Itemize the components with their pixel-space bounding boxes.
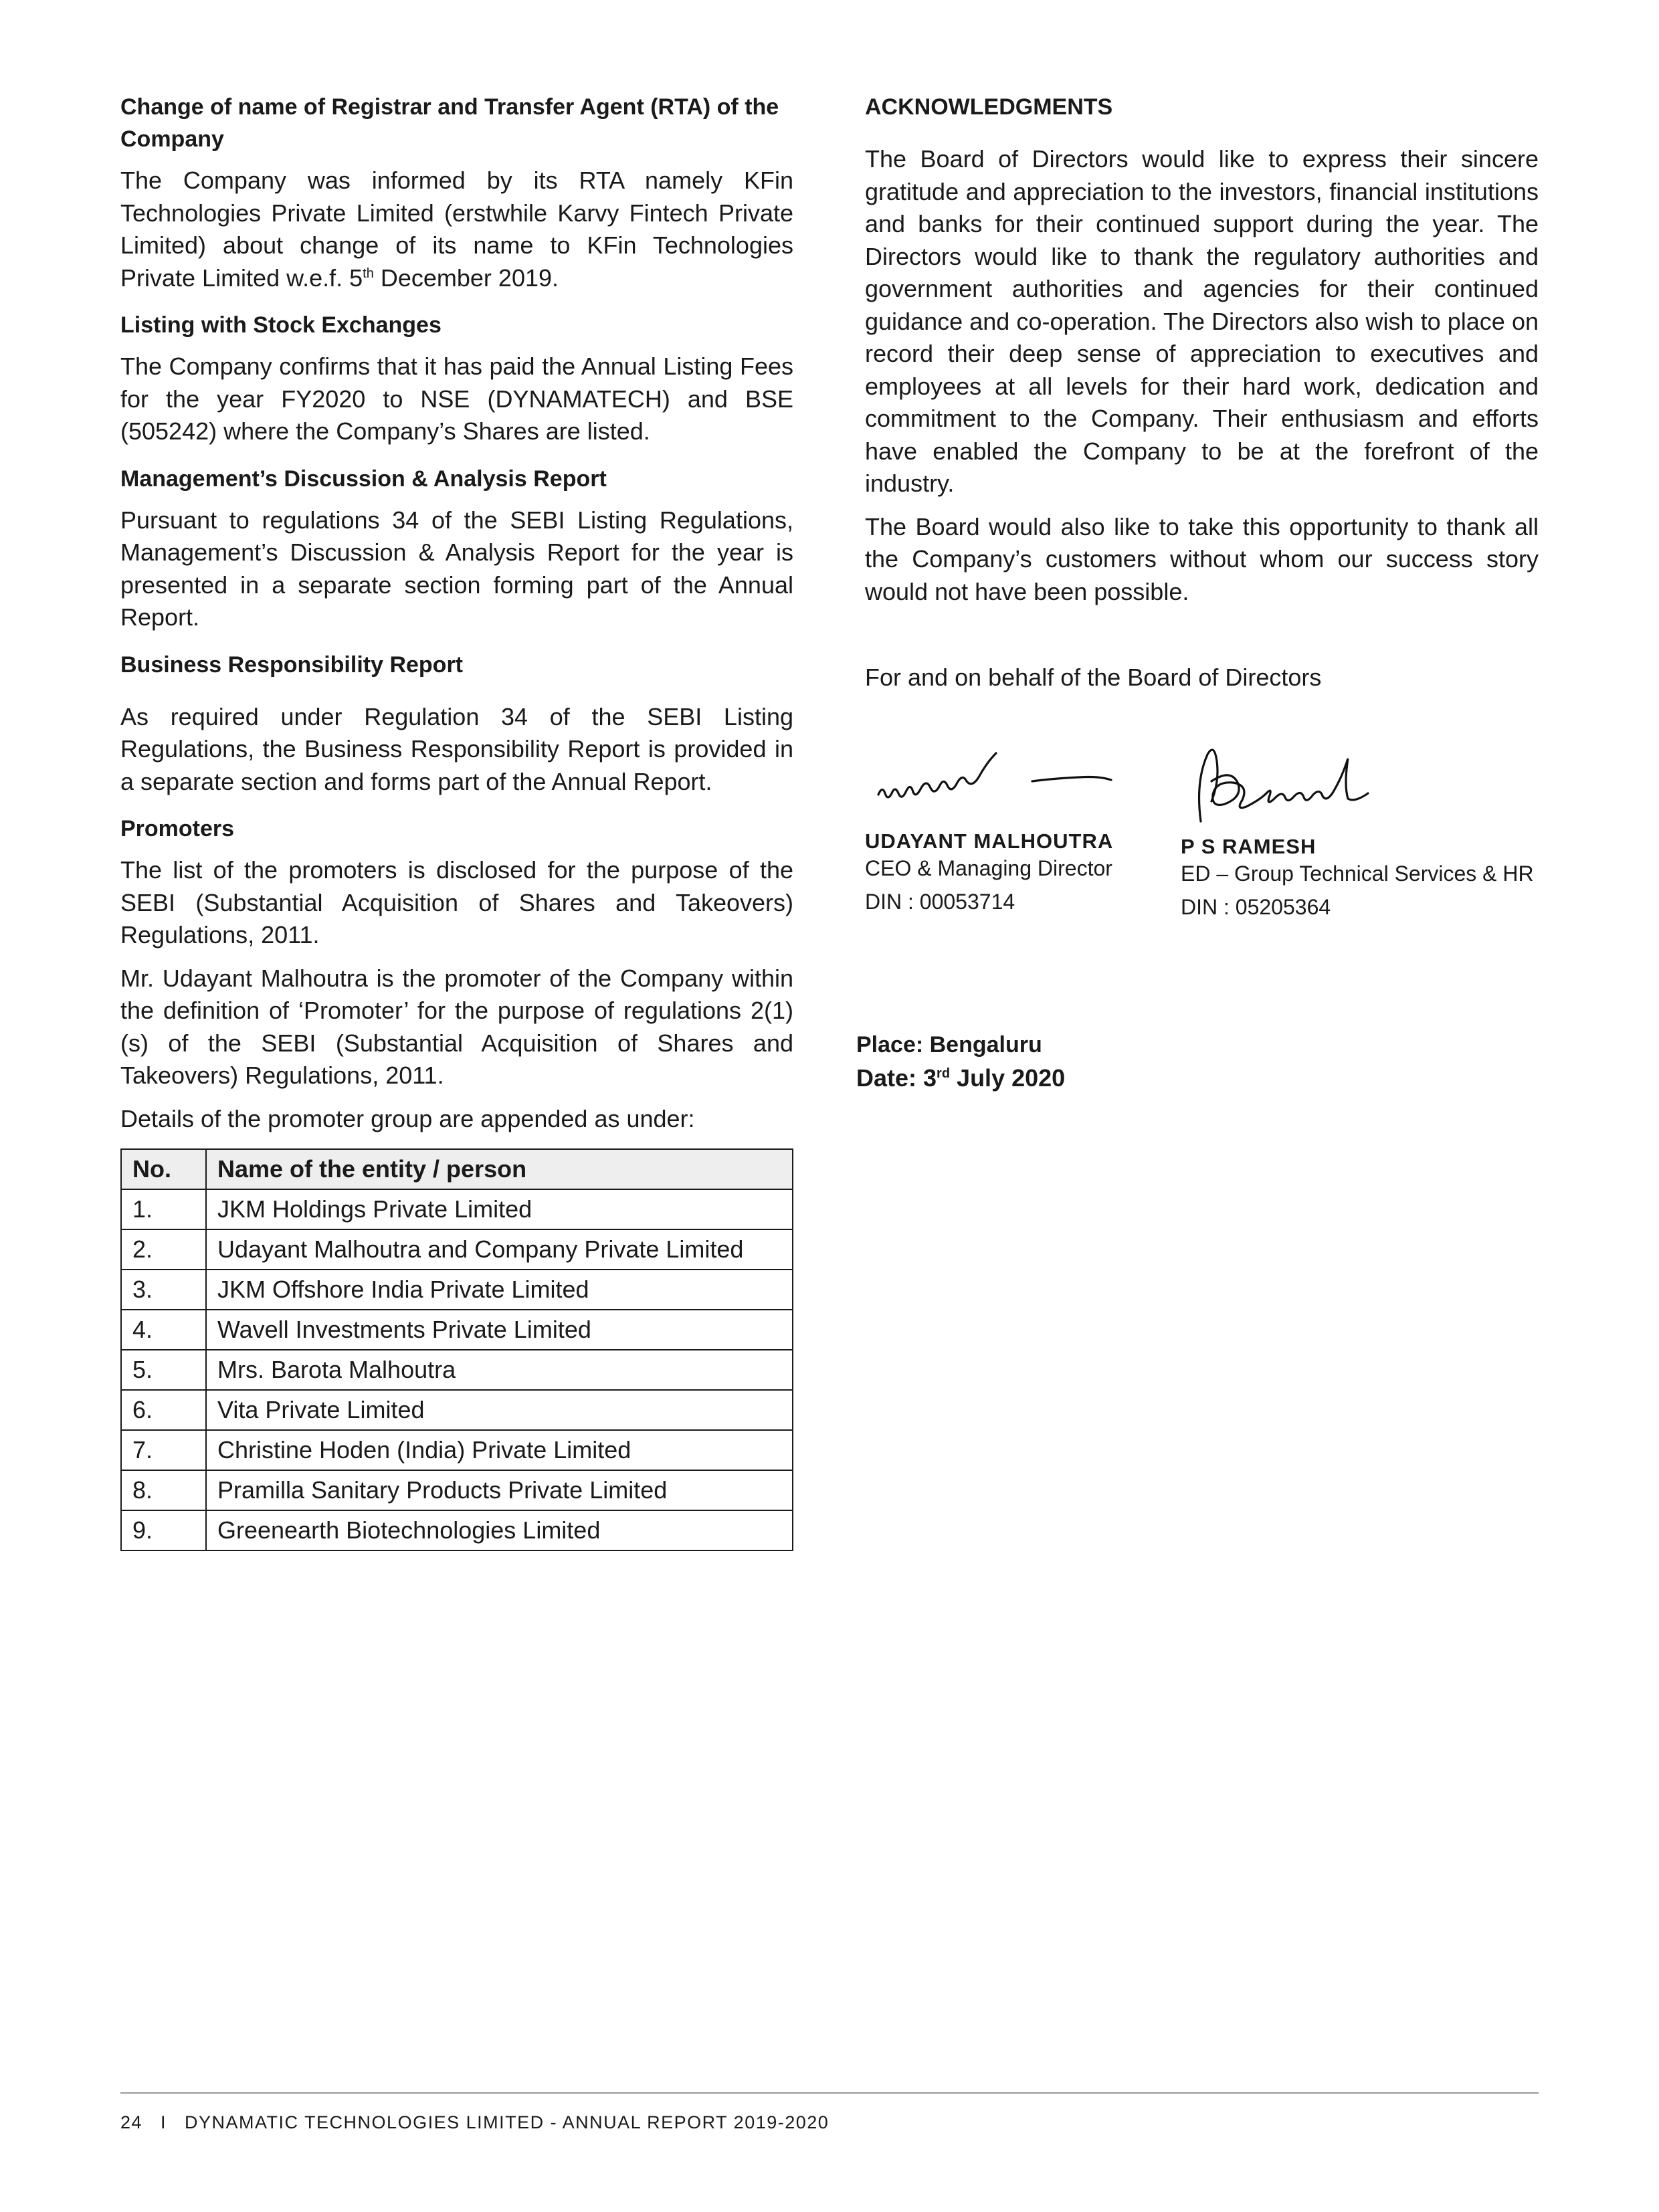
table-row [121, 1189, 793, 1229]
signatory-1-name: UDAYANT MALHOUTRA [865, 829, 1114, 853]
header-no: No. [121, 1149, 206, 1189]
signatory-2-name: P S RAMESH [1181, 834, 1316, 858]
table-row [121, 1229, 793, 1270]
place-date [856, 1029, 1539, 1094]
promoters-heading: Promoters [120, 816, 235, 841]
table-row [121, 1310, 793, 1350]
row-entity: Greenearth Biotechnologies Limited [206, 1510, 793, 1550]
brr-heading: Business Responsibility Report [120, 651, 463, 678]
promoter-group-table [120, 1148, 793, 1551]
promoters-text-3: Details of the promoter group are appended as under: [120, 1104, 695, 1132]
mda-heading: Management’s Discussion & Analysis Report [120, 466, 607, 492]
date-sup: rd [937, 1066, 951, 1081]
header-entity: Name of the entity / person [206, 1149, 793, 1189]
signatures-area [865, 741, 1539, 1022]
rta-heading: Change of name of Registrar and Transfer Agent (RTA) of the Company [120, 94, 779, 152]
signatory-1 [865, 741, 1133, 915]
row-number: 8. [121, 1470, 206, 1510]
row-entity: Christine Hoden (India) Private Limited [206, 1430, 793, 1470]
row-number: 2. [121, 1229, 206, 1270]
table-row [121, 1270, 793, 1310]
rta-text: The Company was informed by its RTA namely KFin Technologies Private Limited (erstwhile Karvy Fintech Private Limited) about change of its name to KFin Technologies Private Limited w.e.f. 5th December 2019. [120, 167, 793, 292]
row-entity: Pramilla Sanitary Products Private Limited [206, 1470, 793, 1510]
listing-heading: Listing with Stock Exchanges [120, 312, 442, 338]
table-row [121, 1470, 793, 1510]
ack-text-1: The Board of Directors would like to express their sincere gratitude and appreciation to the investors, financial institutions and banks for their continued support during the year. The Directors would like to thank the regulatory authorities and government authorities and agencies for their continued guidance and co-operation. The Directors also wish to place on record their deep sense of appreciation to executives and employees at all levels for their hard work, dedication and commitment to the Company. Their enthusiasm and efforts have enabled the Company to be at the forefront of the industry. [865, 145, 1539, 497]
behalf-text: For and on behalf of the Board of Directors [865, 664, 1322, 691]
mda-text: Pursuant to regulations 34 of the SEBI Listing Regulations, Management’s Discussion & Analysis Report for the year is presented in a separate section forming part of the Annual Report. [120, 506, 793, 631]
place-text: Place: Bengaluru [856, 1031, 1042, 1058]
left-column [120, 91, 793, 1551]
ack-heading: ACKNOWLEDGMENTS [865, 94, 1113, 120]
signatory-2-title: ED – Group Technical Services & HR [1181, 861, 1534, 886]
row-number: 6. [121, 1390, 206, 1430]
signature-1-icon [865, 741, 1133, 821]
date-text: Date: 3rd July 2020 [856, 1064, 1066, 1092]
table-header-row [121, 1149, 793, 1189]
row-entity: Vita Private Limited [206, 1390, 793, 1430]
row-number: 9. [121, 1510, 206, 1550]
signatory-2-din: DIN : 05205364 [1181, 894, 1331, 919]
table-row [121, 1510, 793, 1550]
row-number: 7. [121, 1430, 206, 1470]
signatory-1-title: CEO & Managing Director [865, 856, 1112, 880]
signature-2-icon [1181, 741, 1422, 828]
signatory-2 [1181, 741, 1534, 920]
rta-sup: th [363, 266, 374, 281]
row-number: 5. [121, 1350, 206, 1390]
row-entity: Mrs. Barota Malhoutra [206, 1350, 793, 1390]
ack-text-2: The Board would also like to take this opportunity to thank all the Company’s customers without whom our success story would not have been possible. [865, 512, 1539, 605]
promoters-text-1: The list of the promoters is disclosed for the purpose of the SEBI (Substantial Acquisition of Shares and Takeovers) Regulations, 2011. [120, 856, 793, 948]
promoters-text-2: Mr. Udayant Malhoutra is the promoter of the Company within the definition of ‘Promoter’ for the purpose of regulations 2(1)(s) of the SEBI (Substantial Acquisition of Shares and Takeovers) Regulations, 2011. [120, 964, 793, 1089]
row-entity: Wavell Investments Private Limited [206, 1310, 793, 1350]
signatory-1-din: DIN : 00053714 [865, 889, 1015, 914]
right-column [856, 91, 1539, 1094]
table-row [121, 1350, 793, 1390]
table-row [121, 1390, 793, 1430]
row-number: 1. [121, 1189, 206, 1229]
brr-text: As required under Regulation 34 of the SEBI Listing Regulations, the Business Responsibility Report is provided in a separate section and forms part of the Annual Report. [120, 702, 793, 795]
row-entity: JKM Offshore India Private Limited [206, 1270, 793, 1310]
row-number: 4. [121, 1310, 206, 1350]
row-entity: JKM Holdings Private Limited [206, 1189, 793, 1229]
table-row [121, 1430, 793, 1470]
row-number: 3. [121, 1270, 206, 1310]
row-entity: Udayant Malhoutra and Company Private Limited [206, 1229, 793, 1270]
listing-text: The Company confirms that it has paid the Annual Listing Fees for the year FY2020 to NSE (DYNAMATECH) and BSE (505242) where the Company’s Shares are listed. [120, 353, 793, 445]
footer-divider [120, 2092, 1539, 2094]
page-footer: 24 I DYNAMATIC TECHNOLOGIES LIMITED - ANNUAL REPORT 2019-2020 [120, 2112, 830, 2132]
